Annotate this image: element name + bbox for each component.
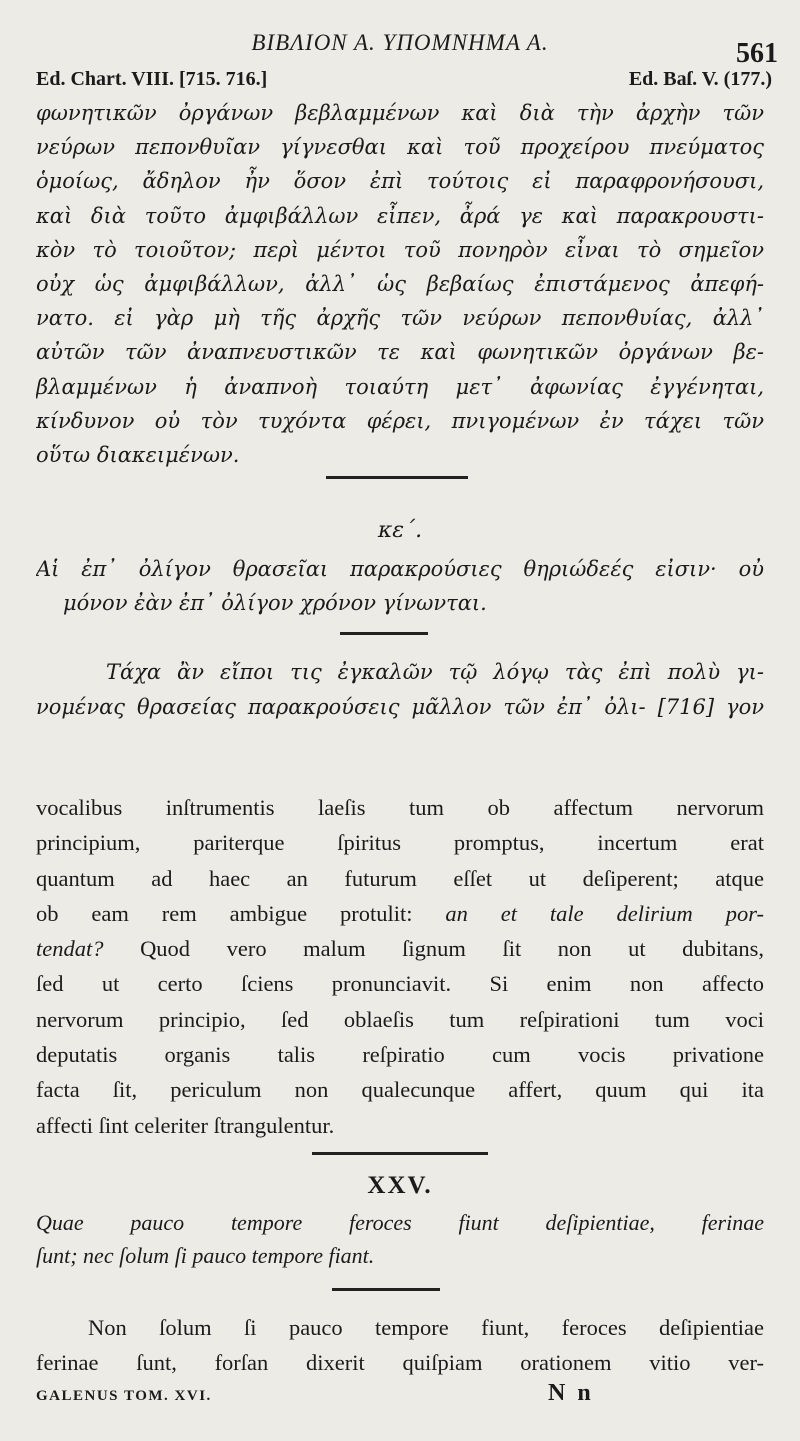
latin-commentary-line: Non ſolum ſi pauco tempore fiunt, feroces deſipientiae — [88, 1315, 764, 1340]
latin-italic-phrase: an et tale delirium por- — [445, 900, 764, 926]
greek-text-line: ὁμοίως, ἄδηλον ἦν ὅσον ἐπὶ τούτοις εἰ παραφρονήσουσι, — [36, 169, 764, 194]
latin-text-line — [36, 931, 764, 966]
latin-text-line: quantum ad haec an futurum eſſet ut deſiperent; atque — [36, 865, 764, 891]
latin-text-fragment: Quod vero malum ſignum ſit non ut dubitans, — [140, 936, 764, 962]
latin-text-line: affecti ſint celeriter ſtrangulentur. — [36, 1112, 335, 1138]
greek-aphorism — [36, 552, 764, 620]
edition-reference-chartier: Ed. Chart. VIII. [715. 716.] — [36, 68, 268, 90]
aphorism-divider — [332, 1288, 440, 1291]
running-head: ΒΙΒΛΙΟΝ Α. ΥΠΟΜΝΗΜΑ Α. — [251, 30, 549, 55]
page-number: 561 — [736, 38, 778, 69]
latin-italic-phrase: tendat? — [36, 936, 104, 962]
greek-text-line: οὐχ ὡς ἀμφιβάλλων, ἀλλ᾽ ὡς βεβαίως ἐπιστάμενος ἀπεφή- — [36, 271, 764, 296]
section-divider — [326, 476, 468, 479]
latin-text-line — [36, 896, 764, 931]
greek-section-number: κε΄. — [377, 518, 423, 543]
greek-text-line: βλαμμένων ἡ ἀναπνοὴ τοιαύτη μετ᾽ ἀφωνίας ἐγγένηται, — [36, 374, 764, 399]
latin-text-line: facta ſit, periculum non qualecunque affert, quum qui ita — [36, 1077, 764, 1103]
latin-text-block — [36, 790, 764, 1143]
latin-text-line: vocalibus inſtrumentis laeſis tum ob affectum nervorum — [36, 795, 764, 820]
aphorism-divider — [340, 632, 428, 635]
latin-aphorism-line: ſunt; nec ſolum ſi pauco tempore fiant. — [36, 1243, 375, 1268]
greek-aphorism-line: Αἱ ἐπ᾽ ὀλίγον θρασεῖαι παρακρούσιες θηριώδεές εἰσιν· οὐ — [36, 557, 764, 581]
greek-commentary-line: νομένας θρασείας παρακρούσεις μᾶλλον τῶν ἐπ᾽ ὀλι- [716] γον — [36, 695, 764, 719]
greek-text-line: καὶ διὰ τοῦτο ἀμφιβάλλων εἶπεν, ἆρά γε καὶ παρακρουστι- — [36, 203, 764, 228]
latin-commentary-line: ferinae ſunt, forſan dixerit quiſpiam orationem vitio ver- — [36, 1350, 764, 1375]
latin-text-line: deputatis organis talis reſpiratio cum vocis privatione — [36, 1042, 764, 1068]
latin-aphorism — [36, 1206, 764, 1272]
latin-text-fragment: ob eam rem ambigue protulit: — [36, 900, 413, 926]
greek-commentary-line: Τάχα ἂν εἴποι τις ἐγκαλῶν τῷ λόγῳ τὰς ἐπὶ πολὺ γι- — [106, 660, 764, 684]
greek-aphorism-line: μόνον ἐὰν ἐπ᾽ ὀλίγον χρόνον γίνωνται. — [63, 591, 487, 615]
greek-text-line: νεύρων πεπονθυῖαν γίγνεσθαι καὶ τοῦ προχείρου πνεύματος — [36, 135, 764, 160]
latin-section-number: XXV. — [367, 1172, 433, 1199]
printer-signature-mark: N n — [548, 1380, 594, 1406]
latin-text-line: nervorum principio, ſed oblaeſis tum reſpirationi tum voci — [36, 1006, 764, 1032]
latin-aphorism-line: Quae pauco tempore feroces fiunt deſipientiae, ferinae — [36, 1210, 764, 1235]
latin-text-line: principium, pariterque ſpiritus promptus, incertum erat — [36, 830, 764, 856]
greek-text-line: νατο. εἰ γὰρ μὴ τῆς ἀρχῆς τῶν νεύρων πεπονθυίας, ἀλλ᾽ — [36, 306, 764, 331]
section-divider — [312, 1152, 488, 1155]
latin-commentary — [36, 1310, 764, 1380]
edition-reference-basel: Ed. Baſ. V. (177.) — [628, 68, 772, 90]
greek-commentary — [36, 655, 764, 725]
greek-text-line: αὐτῶν τῶν ἀναπνευστικῶν τε καὶ φωνητικῶν ὀργάνων βε- — [36, 340, 764, 365]
latin-text-line: ſed ut certo ſciens pronunciavit. Si enim non affecto — [36, 971, 764, 997]
greek-text-line: κὸν τὸ τοιοῦτον; περὶ μέντοι τοῦ πονηρὸν εἶναι τὸ σημεῖον — [36, 237, 764, 262]
greek-text-line: κίνδυνον οὐ τὸν τυχόντα φέρει, πνιγομένων ἐν τάχει τῶν — [36, 408, 764, 433]
greek-text-block — [36, 96, 764, 472]
greek-text-line: φωνητικῶν ὀργάνων βεβλαμμένων καὶ διὰ τὴν ἀρχὴν τῶν — [36, 101, 764, 125]
volume-footer: GALENUS TOM. XVI. — [36, 1388, 212, 1404]
greek-text-line: οὕτω διακειμένων. — [36, 442, 240, 467]
